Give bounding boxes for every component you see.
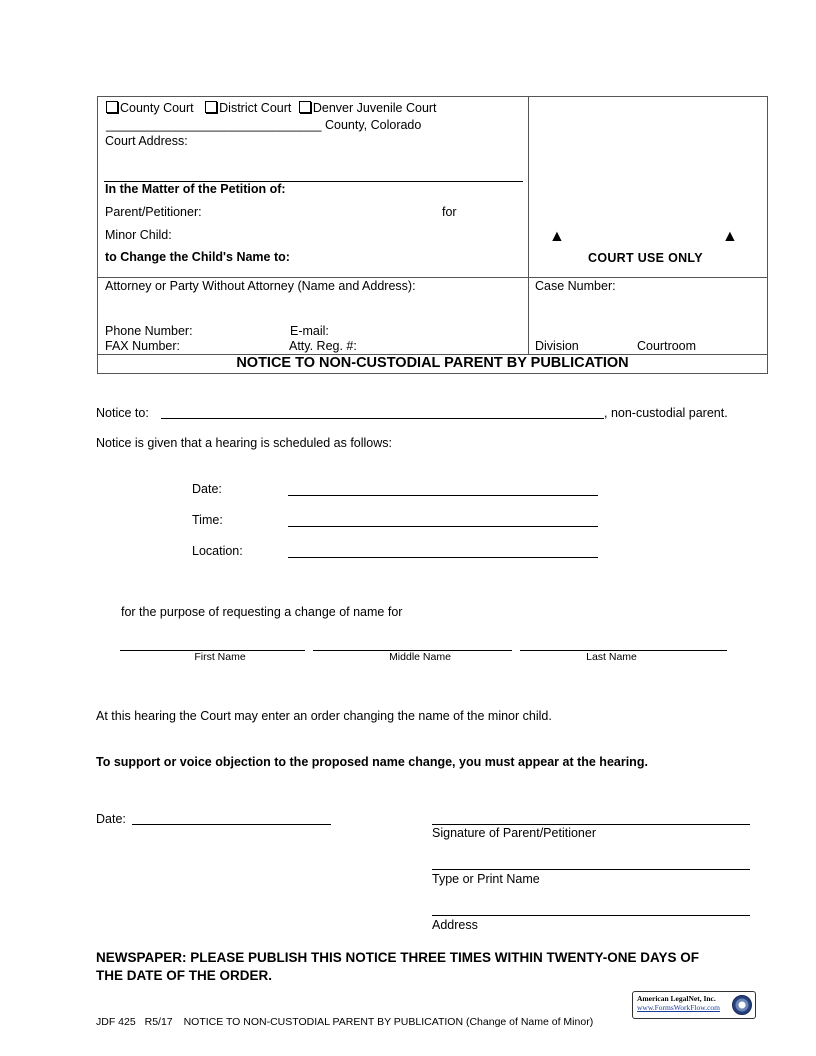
caption-box	[97, 96, 768, 374]
print-name-caption: Type or Print Name	[432, 872, 540, 886]
address-field[interactable]	[432, 915, 750, 916]
signature-field[interactable]	[432, 824, 750, 825]
county-court-checkbox[interactable]	[106, 101, 118, 113]
newspaper-notice-line-2: THE DATE OF THE ORDER.	[96, 968, 273, 983]
purpose-text: for the purpose of requesting a change of name for	[121, 605, 403, 619]
newspaper-notice-line-1: NEWSPAPER: PLEASE PUBLISH THIS NOTICE THREE TIMES WITHIN TWENTY-ONE DAYS OF	[96, 950, 700, 965]
middle-name-caption: Middle Name	[389, 651, 451, 663]
denver-juvenile-court-option[interactable]	[299, 101, 437, 115]
logo-company-name: American LegalNet, Inc.	[637, 994, 716, 1003]
hearing-time-field[interactable]	[288, 526, 598, 527]
first-name-caption: First Name	[194, 651, 246, 663]
logo-url-link[interactable]: www.FormsWorkFlow.com	[637, 1003, 721, 1012]
document-title: NOTICE TO NON-CUSTODIAL PARENT BY PUBLICATION	[236, 355, 629, 371]
case-number-label: Case Number:	[535, 279, 616, 293]
notice-to-field[interactable]	[161, 418, 604, 419]
form-footer	[96, 1016, 593, 1028]
court-type-options	[106, 101, 437, 115]
notice-to-label: Notice to:	[96, 406, 149, 420]
legalnet-logo[interactable]	[632, 991, 756, 1019]
for-label: for	[442, 205, 457, 219]
address-caption: Address	[432, 918, 478, 932]
notice-to-suffix: , non-custodial parent.	[604, 406, 728, 420]
denver-juvenile-court-label: Denver Juvenile Court	[312, 101, 437, 115]
hearing-time-label: Time:	[192, 513, 223, 527]
email-label: E-mail:	[290, 324, 329, 338]
up-triangle-icon: ▲	[722, 228, 738, 245]
footer-form-title: NOTICE TO NON-CUSTODIAL PARENT BY PUBLICATION	[183, 1016, 464, 1028]
signature-date-label: Date:	[96, 812, 126, 826]
attorney-label: Attorney or Party Without Attorney (Name and Address):	[105, 279, 416, 293]
county-court-option[interactable]	[106, 101, 194, 115]
signature-caption: Signature of Parent/Petitioner	[432, 826, 596, 840]
district-court-option[interactable]	[205, 101, 291, 115]
objection-text: To support or voice objection to the proposed name change, you must appear at the hearing.	[96, 755, 648, 769]
fax-label: FAX Number:	[105, 339, 181, 353]
caption-horizontal-divider	[98, 277, 767, 278]
denver-juvenile-court-checkbox[interactable]	[299, 101, 311, 113]
hearing-date-label: Date:	[192, 482, 222, 496]
matter-heading: In the Matter of the Petition of:	[105, 182, 286, 196]
district-court-label: District Court	[219, 101, 292, 115]
form-revision: R5/17	[144, 1016, 173, 1028]
hearing-date-field[interactable]	[288, 495, 598, 496]
division-label: Division	[535, 339, 579, 353]
courtroom-label: Courtroom	[637, 339, 697, 353]
district-court-checkbox[interactable]	[205, 101, 217, 113]
hearing-location-label: Location:	[192, 544, 243, 558]
court-use-only-label: COURT USE ONLY	[588, 251, 703, 265]
form-id: JDF 425	[96, 1016, 136, 1028]
last-name-caption: Last Name	[586, 651, 637, 663]
hearing-intro: Notice is given that a hearing is scheduled as follows:	[96, 436, 392, 450]
print-name-field[interactable]	[432, 869, 750, 870]
hearing-location-field[interactable]	[288, 557, 598, 558]
phone-label: Phone Number:	[105, 324, 193, 338]
change-name-label: to Change the Child's Name to:	[105, 250, 290, 264]
court-address-label: Court Address:	[105, 134, 188, 148]
caption-vertical-divider	[528, 97, 529, 354]
order-text: At this hearing the Court may enter an order changing the name of the minor child.	[96, 709, 552, 723]
swirl-disc-icon	[732, 995, 752, 1015]
county-line[interactable]: _______________________________ County, Colorado	[106, 118, 422, 132]
minor-child-label: Minor Child:	[105, 228, 172, 242]
atty-reg-label: Atty. Reg. #:	[289, 339, 357, 353]
footer-form-subtitle: (Change of Name of Minor)	[465, 1016, 594, 1028]
signature-date-field[interactable]	[132, 824, 331, 825]
up-triangle-icon: ▲	[549, 228, 565, 245]
parent-petitioner-label: Parent/Petitioner:	[105, 205, 202, 219]
county-court-label: County Court	[120, 101, 194, 115]
